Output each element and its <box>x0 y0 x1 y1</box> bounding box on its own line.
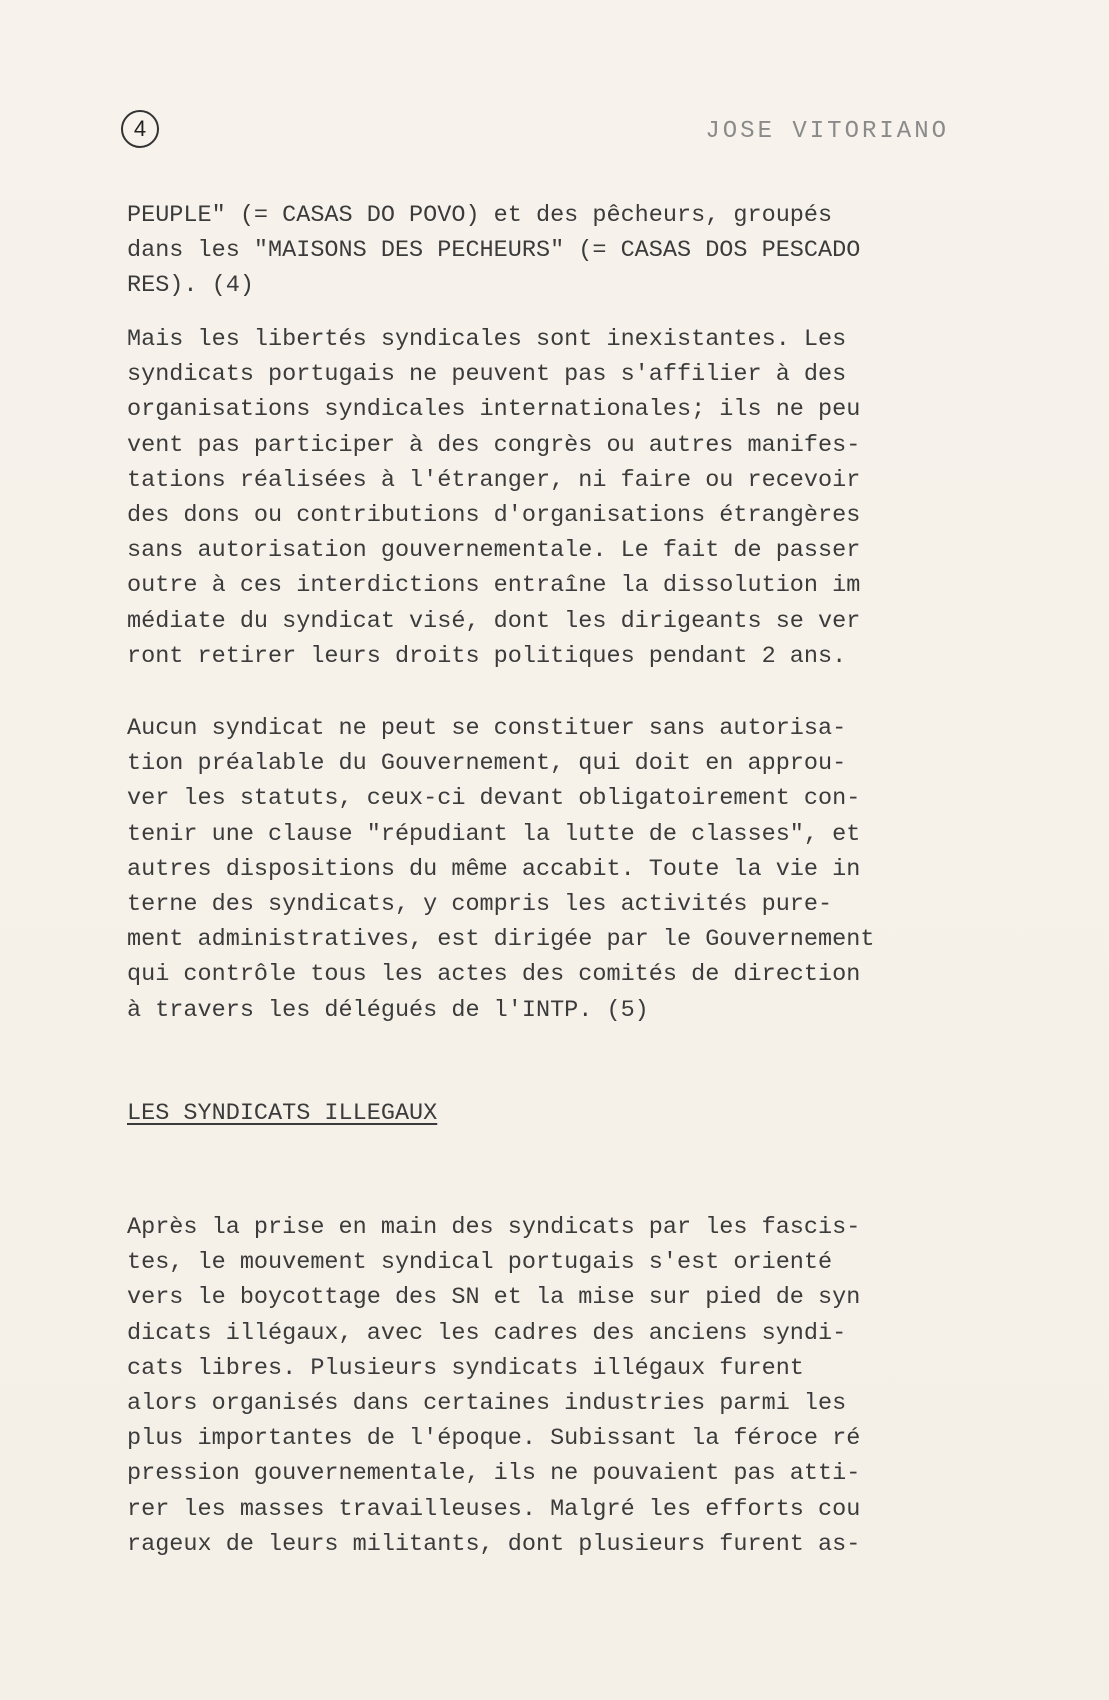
paragraph-3: Aucun syndicat ne peut se constituer sans autorisa- tion préalable du Gouvernement, qui doit en approu- ver les statuts, ceux-ci devant obligatoirement con- tenir une clause "répudiant la lutte de classes", et autres dispositions du même accabit. Toute la vie in terne des syndicats, y compris les activités pure- ment administratives, est dirigée par le Gouvernement qui contrôle tous les actes des comités de direction à travers les délégués de l'INTP. (5) <box>127 715 875 1024</box>
paragraph-1: PEUPLE" (= CASAS DO POVO) et des pêcheurs, groupés dans les "MAISONS DES PECHEURS" (= CASAS DOS PESCADO RES). (4) <box>127 202 861 300</box>
paragraph-4: Après la prise en main des syndicats par les fascis- tes, le mouvement syndical portugais s'est orienté vers le boycottage des SN et la mise sur pied de syn dicats illégaux, avec les cadres des anciens syndi- cats libres. Plusieurs syndicats illégaux furent alors organisés dans certaines industries parmi les plus importantes de l'époque. Subissant la féroce ré pression gouvernementale, ils ne pouvaient pas atti- rer les masses travailleuses. Malgré les efforts cou rageux de leurs militants, dont plusieurs furent as- <box>127 1214 861 1558</box>
page-number: 4 <box>121 110 159 148</box>
running-head: JOSE VITORIANO <box>705 118 949 145</box>
paragraph-2: Mais les libertés syndicales sont inexistantes. Les syndicats portugais ne peuvent pas s'affilier à des organisations syndicales internationales; ils ne peu vent pas participer à des congrès ou autres manifes- tations réalisées à l'étranger, ni faire ou recevoir des dons ou contributions d'organisations étrangères sans autorisation gouvernementale. Le fait de passer outre à ces interdictions entraîne la dissolution im médiate du syndicat visé, dont les dirigeants se ver ront retirer leurs droits politiques pendant 2 ans. <box>127 326 861 670</box>
section-heading: LES SYNDICATS ILLEGAUX <box>127 1100 438 1127</box>
